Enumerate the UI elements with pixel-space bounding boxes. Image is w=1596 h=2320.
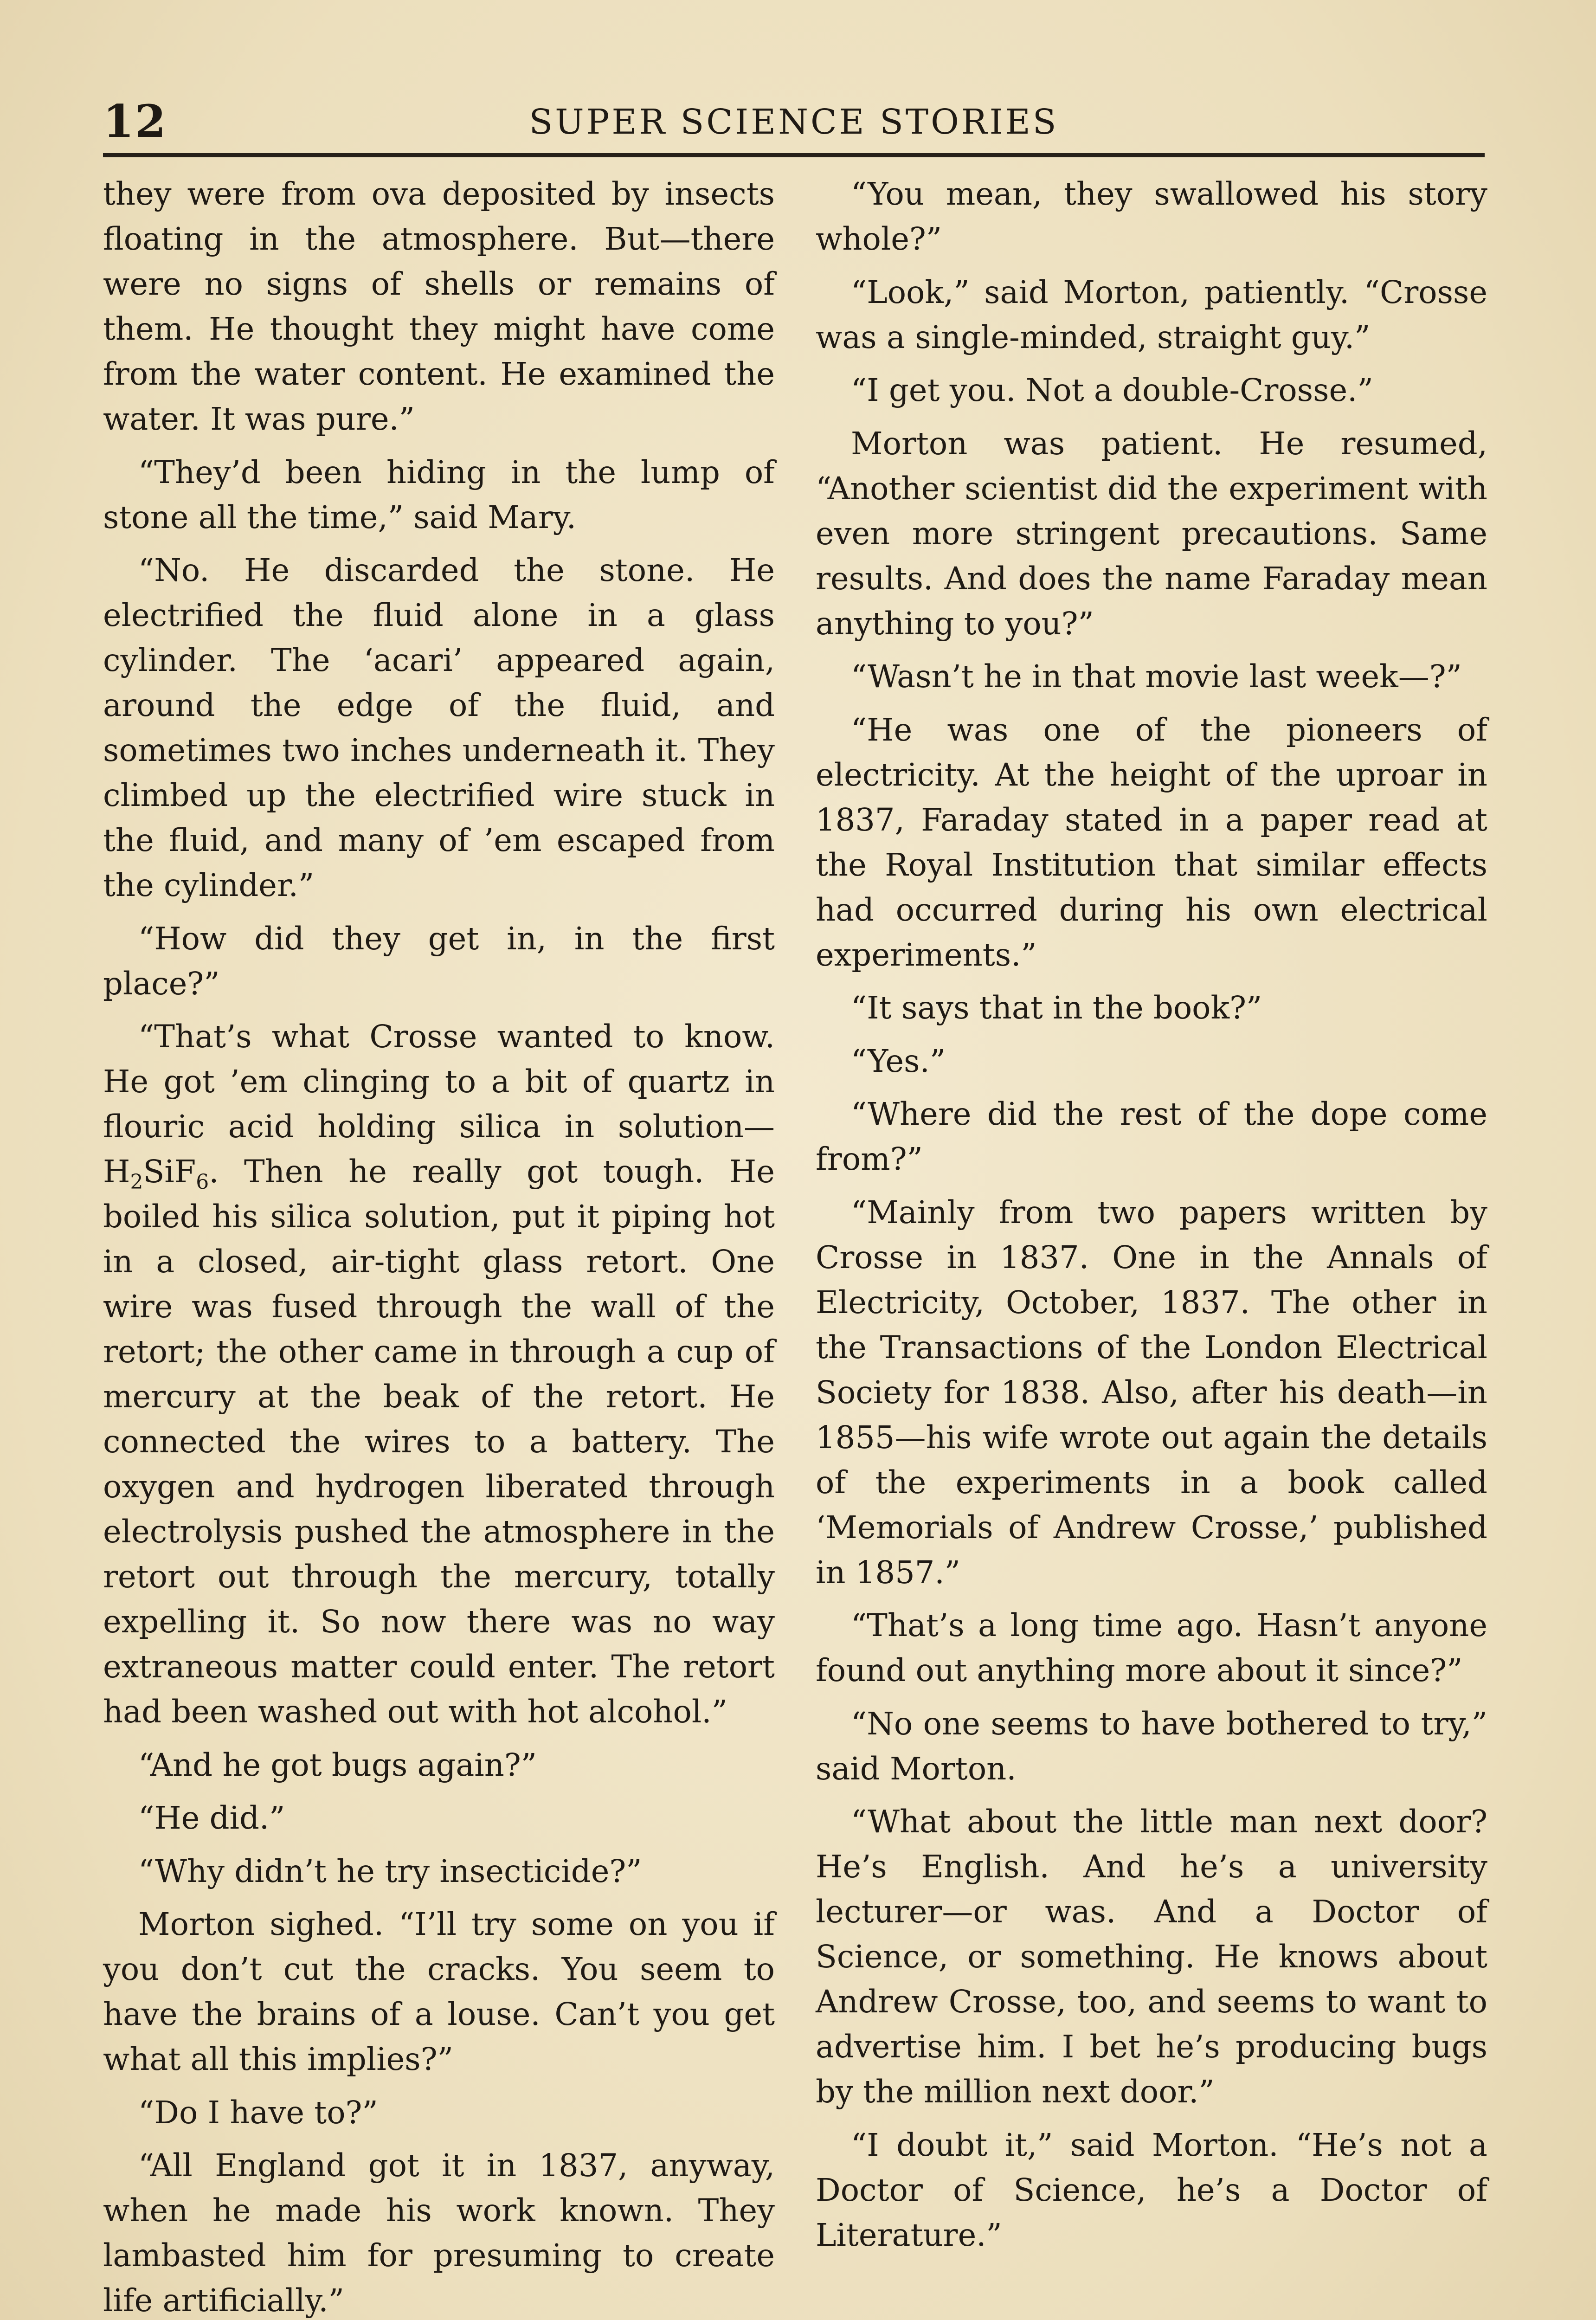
left-column (103, 172, 775, 2320)
paragraph: “I get you. Not a double-Crosse.” (851, 372, 1373, 408)
paragraph: they were from ova deposited by insects floating in the atmosphere. But—there were no signs of shells or remains of them. He thought they might have come from the water content. He examined the water. It was pure.” (103, 176, 775, 437)
paragraph: “He did.” (138, 1800, 285, 1836)
paragraph: “No one seems to have bothered to try,” said Morton. (816, 1705, 1487, 1787)
page-number: 12 (103, 95, 167, 148)
paragraph: “He was one of the pioneers of electricity. At the height of the uproar in 1837, Faraday stated in a paper read at the Royal Institution that similar effects had occurred during his own electrical experiments.” (816, 711, 1487, 973)
paragraph: “You mean, they swallowed his story whole?” (816, 176, 1487, 257)
page-header (103, 97, 1485, 157)
paragraph: “That’s a long time ago. Hasn’t anyone found out anything more about it since?” (816, 1607, 1487, 1688)
right-column (816, 172, 1487, 2266)
chemical-formula: $H_2SiF_6$. (103, 1154, 219, 1194)
paragraph: Morton was patient. He resumed, “Another scientist did the experiment with even more stringent precautions. Same results. And does the name Faraday mean anything to you?” (816, 425, 1487, 642)
paragraph: “How did they get in, in the first place?” (103, 920, 775, 1002)
paragraph: “Look,” said Morton, patiently. “Crosse was a single-minded, straight guy.” (816, 274, 1487, 355)
paragraph: “Do I have to?” (138, 2094, 378, 2131)
paragraph: “All England got it in 1837, anyway, when he made his work known. They lambasted him for presuming to create life artificially.” (103, 2147, 775, 2319)
paragraph: “What about the little man next door? He’s English. And he’s a university lecturer—or was. And a Doctor of Science, or something. He knows about Andrew Crosse, too, and seems to want to advertise him. I bet he’s producing bugs by the million next door.” (816, 1804, 1487, 2110)
paragraph: “Wasn’t he in that movie last week—?” (851, 658, 1462, 695)
running-head: SUPER SCIENCE STORIES (529, 102, 1059, 142)
paragraph-text: Then he really got tough. He boiled his silica solution, put it piping hot in a closed, air-tight glass retort. One wire was fused through the wall of the retort; the other came in through a cup of mercury at the beak of the retort. He connected the wires to a battery. The oxygen and hydrogen liberated through electrolysis pushed the atmosphere in the retort out through the mercury, totally expelling it. So now there was no way extraneous matter could enter. The retort had been washed out with hot alcohol.” (103, 1154, 775, 1730)
paragraph: “Yes.” (851, 1043, 946, 1079)
paragraph-text: “That’s what Crosse wanted to know. He got ’em clinging to a bit of quartz in flouric acid holding silica in solution— (103, 1018, 775, 1145)
paragraph: “No. He discarded the stone. He electrified the fluid alone in a glass cylinder. The ‘acari’ appeared again, around the edge of the fluid, and sometimes two inches underneath it. They climbed up the electrified wire stuck in the fluid, and many of ’em escaped from the cylinder.” (103, 552, 775, 903)
paragraph-with-formula (103, 1014, 775, 1734)
paragraph: “Why didn’t he try insecticide?” (138, 1853, 642, 1889)
paragraph: “And he got bugs again?” (138, 1746, 537, 1783)
paragraph: “They’d been hiding in the lump of stone all the time,” said Mary. (103, 454, 775, 535)
paragraph: “I doubt it,” said Morton. “He’s not a Doctor of Science, he’s a Doctor of Literature.” (816, 2127, 1487, 2253)
paragraph: Morton sighed. “I’ll try some on you if you don’t cut the cracks. You seem to have the brains of a louse. Can’t you get what all this implies?” (103, 1906, 775, 2077)
paragraph: “Mainly from two papers written by Crosse in 1837. One in the Annals of Electricity, October, 1837. The other in the Transactions of the London Electrical Society for 1838. Also, after his death—in 1855—his wife wrote out again the details of the experiments in a book called ‘Memorials of Andrew Crosse,’ published in 1857.” (816, 1194, 1487, 1591)
paragraph: “Where did the rest of the dope come from?” (816, 1096, 1487, 1177)
paragraph: “It says that in the book?” (851, 990, 1262, 1026)
